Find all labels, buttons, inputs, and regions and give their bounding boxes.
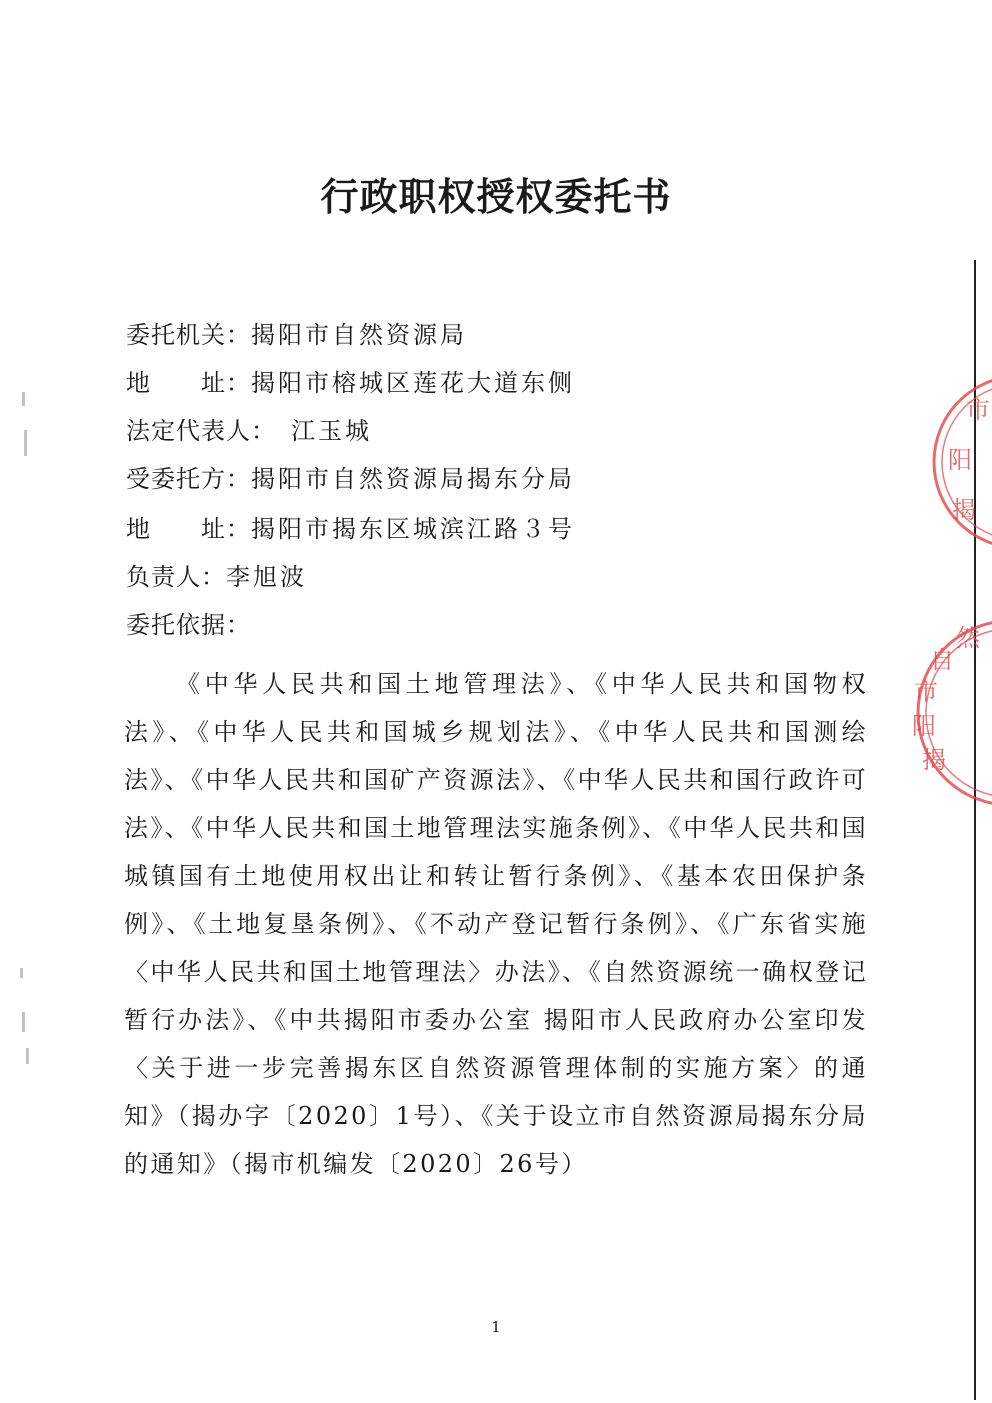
field-label: 受委托方： [126, 465, 251, 493]
page-number: 1 [491, 1318, 501, 1336]
seal-char: 阳 [912, 712, 936, 740]
field-label: 委托依据： [126, 611, 251, 639]
field-label: 委托机关： [126, 321, 251, 349]
field-value: 江玉城 [264, 417, 372, 445]
scan-smudge [22, 1012, 25, 1032]
field-value: 揭阳市榕城区莲花大道东侧 [251, 369, 575, 397]
seal-char: 阳 [948, 446, 972, 474]
page-edge-line [974, 260, 976, 1400]
seal-char: 自 [930, 646, 954, 674]
field-value: 揭阳市自然资源局揭东分局 [251, 465, 575, 493]
scan-smudge [22, 392, 25, 406]
seal-char: 揭 [922, 746, 946, 774]
legal-basis-paragraph: 《中华人民共和国土地管理法》、《中华人民共和国物权法》、《中华人民共和国城乡规划法》、《中华人民共和国测绘法》、《中华人民共和国矿产资源法》、《中华人民共和国行政许可法》、《中华人民共和国土地管理法实施条例》、《中华人民共和国城镇国有土地使用权出让和转让暂行条例》、《基本农田保护条例》、《土地复垦条例》、《不动产登记暂行条例》、《广东省实施〈中华人民共和国土地管理法〉办法》、《自然资源统一确权登记暂行办法》、《中共揭阳市委办公室 揭阳市人民政府办公室印发〈关于进一步完善揭东区自然资源管理体制的实施方案〉的通知》（揭办字〔2020〕1号）、《关于设立市自然资源局揭东分局的通知》（揭市机编发〔2020〕26号） [124, 670, 868, 1178]
field-entrusting-authority [126, 318, 467, 352]
field-entrustment-basis [126, 608, 251, 642]
official-seal-icon [900, 618, 992, 808]
scan-smudge [20, 968, 23, 978]
scan-smudge [26, 1048, 29, 1064]
field-value: 揭阳市揭东区城滨江路３号 [251, 515, 575, 543]
document-title: 行政职权授权委托书 [320, 174, 672, 219]
field-person-in-charge [126, 560, 307, 594]
seal-char: 揭 [952, 496, 976, 524]
official-seal-icon [930, 372, 992, 552]
field-legal-representative [126, 414, 372, 448]
field-address-2 [126, 512, 575, 546]
seal-char: 然 [956, 624, 980, 652]
field-label: 地 址： [126, 515, 251, 543]
field-value: 揭阳市自然资源局 [251, 321, 467, 349]
field-label: 法定代表人： [126, 417, 264, 445]
field-label: 地 址： [126, 369, 251, 397]
field-entrusted-party [126, 462, 575, 496]
seal-char: 市 [914, 678, 938, 706]
seal-char: 市 [966, 396, 990, 424]
field-value: 李旭波 [226, 563, 307, 591]
scan-smudge [24, 430, 27, 456]
field-address-1 [126, 366, 575, 400]
field-label: 负责人： [126, 563, 226, 591]
